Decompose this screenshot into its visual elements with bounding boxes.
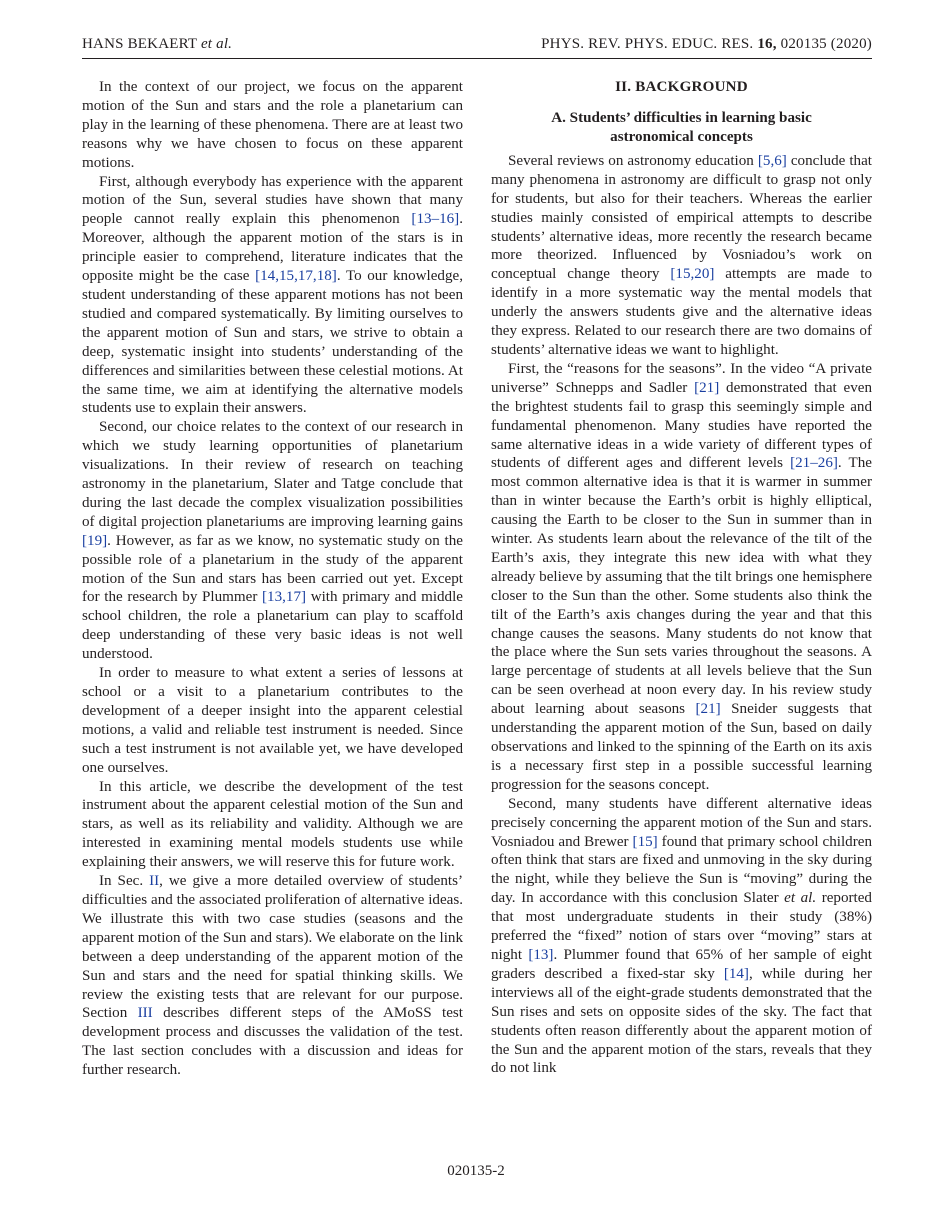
running-header	[82, 36, 872, 60]
citation-link[interactable]: [5,6]	[757, 152, 787, 169]
citation-link[interactable]: [15]	[632, 833, 658, 850]
page-number: 020135-2	[447, 1163, 505, 1179]
citation-link[interactable]: [13–16]	[411, 211, 460, 228]
citation-link[interactable]: [15,20]	[670, 266, 715, 283]
citation-link[interactable]: [14]	[723, 965, 749, 982]
paragraph: In the context of our project, we focus on the apparent motion of the Sun and stars and the role a planetarium can play in the learning of these phenomena. There are at least two reasons why we have chosen to focus on these apparent motions.	[82, 79, 463, 171]
paragraph: Several reviews on astronomy education [5,6] conclude that many phenomena in astronomy are difficult to grasp not only for students, but also for their teachers. Whereas the earlier studies mainly consisted of empirical attempts to describe students’ alternative ideas, more recently the research became more theorized. Influenced by Vosniadou’s work on conceptual change theory [15,20] attempts are made to identify in a more systematic way the mental models that underly the answers students give and the alternative ideas they express. Related to our research there are two domains of students’ alternative ideas we want to highlight.	[491, 152, 872, 358]
header-rule	[82, 58, 872, 59]
citation-link[interactable]: [21]	[695, 701, 721, 718]
paragraph: First, the “reasons for the seasons”. In the video “A private universe” Schnepps and Sadler [21] demonstrated that even the brightest students fail to grasp this seemingly simple and fundamental phenomenon. Many studies have reported the same alternative ideas in a wide variety of different types of students of different ages and different levels [21–26]. The most common alternative idea is that it is warmer in summer than in winter because the Earth’s orbit is highly elliptical, causing the Earth to be closer to the Sun in summer than in winter. As students learn about the relevance of the tilt of the Earth’s axis, they integrate this new idea with what they already believe by assuming that the tilt brings one hemisphere closer to the Sun than the other. Some students also think the tilt of the Earth’s axis changes during the year and that this change causes the seasons. Many students do not know that the place where the Sun sets varies throughout the seasons. A large percentage of students at all levels believe that the Sun can be seen overhead at noon every day. In his review study about learning about seasons [21] Sneider suggests that understanding the apparent motion of the Sun, based on daily observations and linked to the spinning of the Earth on its axis is a necessary first step in a possible successful learning progression for the seasons concept.	[491, 360, 873, 793]
citation-link[interactable]: [14,15,17,18]	[255, 268, 337, 285]
citation-link[interactable]: [21]	[694, 379, 720, 396]
section-link[interactable]: II	[149, 873, 160, 890]
paragraph: Second, our choice relates to the context of our research in which we study learning opportunities of planetarium visualizations. In their review of research on teaching astronomy in the planetarium, Slater and Tatge conclude that during the last decade the complex visualization possibilities of digital projection planetariums are improving learning gains [19]. However, as far as we know, no systematic study on the possible role of a planetarium in the study of the apparent motion of the Sun and stars has been carried out yet. Except for the research by Plummer [13,17] with primary and middle school children, the role a planetarium can play to scaffold deep understanding of these very basic ideas is not well understood.	[82, 419, 463, 663]
citation-link[interactable]: [13,17]	[262, 589, 307, 606]
paragraph: First, although everybody has experience with the apparent motion of the Sun, several studies have shown that many people cannot really explain this phenomenon [13–16]. Moreover, although the apparent motion of the stars is in principle easier to comprehend, literature indicates that the opposite might be the case [14,15,17,18]. To our knowledge, student understanding of these apparent motions has not been studied and compared systematically. By limiting ourselves to the apparent motion of Sun and stars, we strive to obtain a deep, systematic insight into students’ understanding of the differences and similarities between these celestial motions. At the same time, we aim at identifying the alternative models students use to explain their answers.	[82, 173, 463, 417]
paragraph: In Sec. II, we give a more detailed overview of students’ difficulties and the associated proliferation of alternative ideas. We illustrate this with two case studies (seasons and the apparent motion of the Sun and stars). We elaborate on the link between a deep understanding of the apparent motion of the Sun and stars and the need for spatial thinking skills. We review the existing tests that are relevant for our purpose. Section III describes different steps of the AMoSS test development process and discusses the validation of the test. The last section concludes with a discussion and ideas for further research.	[82, 873, 464, 1079]
paragraph: In this article, we describe the development of the test instrument about the apparent celestial motion of the Sun and stars, as well as its reliability and validity. Although we are interested in examining mental models students use while explaining their answers, we will reserve this for future work.	[82, 778, 463, 871]
citation-link[interactable]: [13]	[528, 946, 554, 963]
header-authors: HANS BEKAERT et al.	[82, 36, 233, 52]
paragraph: In order to measure to what extent a series of lessons at school or a visit to a planetarium contributes to the development of a deeper insight into the apparent celestial motions, a valid and reliable test instrument is needed. Since such a test instrument is not available yet, we have developed one ourselves.	[82, 665, 463, 776]
paragraph: Second, many students have different alternative ideas precisely concerning the apparent motion of the Sun and stars. Vosniadou and Brewer [15] found that primary school children often think that stars are fixed and unmoving in the sky during the night, while they believe the Sun is “moving” during the day. In accordance with this conclusion Slater et al. reported that most undergraduate students in their study (38%) preferred the “fixed” notion of stars over “moving” stars at night [13]. Plummer found that 65% of her sample of eight graders described a fixed-star sky [14], while during her interviews all of the eight-grade students demonstrated that the Sun rises and sets on opposite sides of the sky. The fact that students often reason differently about the apparent motion of the Sun and the apparent motion of the stars, reveals that they do not link	[491, 795, 872, 1077]
citation-link[interactable]: [19]	[82, 532, 108, 549]
left-column	[82, 78, 463, 1080]
section-heading: II. BACKGROUND	[615, 79, 748, 95]
section-link[interactable]: III	[137, 1005, 153, 1022]
citation-link[interactable]: [21–26]	[790, 455, 838, 472]
subsection-heading: A. Students’ difficulties in learning basic astronomical concepts	[551, 109, 812, 145]
header-citation: PHYS. REV. PHYS. EDUC. RES. 16, 020135 (2020)	[541, 36, 872, 52]
right-column	[491, 78, 872, 1078]
